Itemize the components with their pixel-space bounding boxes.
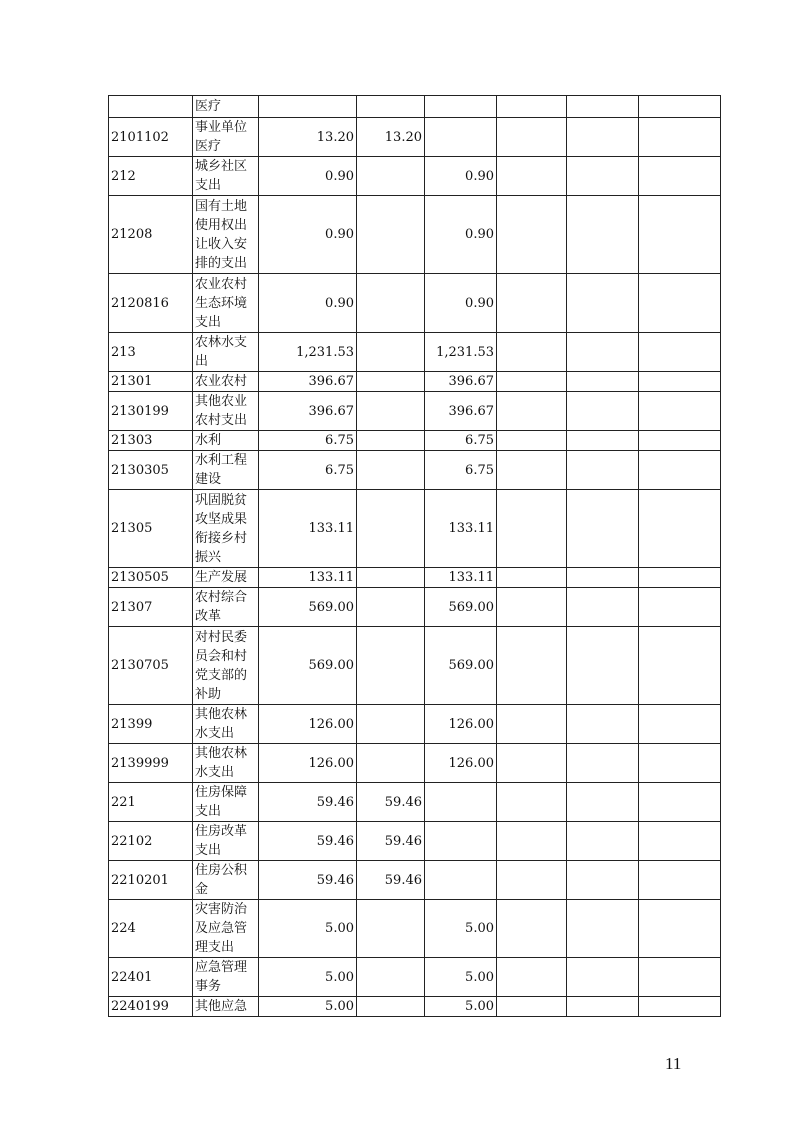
cell-item-name: 灾害防治及应急管理支出 [193,900,259,958]
cell-basic-expenditure [357,451,425,490]
table-row [109,490,721,568]
cell-project-expenditure: 126.00 [425,744,497,783]
cell-item-name: 其他应急 [193,997,259,1017]
cell-total: 59.46 [259,822,357,861]
cell-code: 224 [109,900,193,958]
cell-project-expenditure [425,822,497,861]
cell-col-7 [567,744,639,783]
cell-col-7 [567,96,639,118]
cell-project-expenditure: 6.75 [425,451,497,490]
cell-item-name: 农村综合改革 [193,588,259,627]
cell-col-6 [497,196,567,274]
cell-code: 21305 [109,490,193,568]
cell-col-7 [567,372,639,392]
cell-col-8 [639,274,721,333]
cell-item-name: 住房改革支出 [193,822,259,861]
cell-project-expenditure: 396.67 [425,372,497,392]
cell-total: 5.00 [259,900,357,958]
cell-code: 212 [109,157,193,196]
table-row [109,451,721,490]
cell-code: 21399 [109,705,193,744]
cell-code: 2240199 [109,997,193,1017]
cell-total: 59.46 [259,783,357,822]
cell-col-6 [497,372,567,392]
cell-project-expenditure: 133.11 [425,490,497,568]
cell-col-7 [567,451,639,490]
cell-item-name: 生产发展 [193,568,259,588]
cell-col-7 [567,627,639,705]
cell-basic-expenditure [357,997,425,1017]
cell-code: 2101102 [109,118,193,157]
cell-project-expenditure: 0.90 [425,196,497,274]
cell-item-name: 医疗 [193,96,259,118]
cell-total [259,96,357,118]
cell-col-8 [639,783,721,822]
table-body [109,96,721,1017]
cell-basic-expenditure [357,274,425,333]
cell-col-6 [497,96,567,118]
table-row [109,822,721,861]
cell-project-expenditure: 1,231.53 [425,333,497,372]
cell-basic-expenditure: 59.46 [357,783,425,822]
cell-code: 2210201 [109,861,193,900]
cell-total: 13.20 [259,118,357,157]
table-row [109,997,721,1017]
cell-col-8 [639,157,721,196]
cell-basic-expenditure [357,196,425,274]
cell-col-8 [639,451,721,490]
cell-project-expenditure: 569.00 [425,627,497,705]
cell-col-6 [497,157,567,196]
cell-project-expenditure: 0.90 [425,274,497,333]
cell-col-7 [567,861,639,900]
cell-item-name: 水利 [193,431,259,451]
table-row [109,118,721,157]
table-row [109,958,721,997]
cell-col-6 [497,900,567,958]
cell-item-name: 农业农村生态环境支出 [193,274,259,333]
cell-col-7 [567,157,639,196]
cell-basic-expenditure: 59.46 [357,861,425,900]
cell-col-6 [497,431,567,451]
cell-item-name: 其他农林水支出 [193,705,259,744]
cell-total: 6.75 [259,451,357,490]
cell-col-7 [567,588,639,627]
cell-total: 126.00 [259,705,357,744]
cell-col-7 [567,568,639,588]
cell-code: 21303 [109,431,193,451]
cell-col-8 [639,96,721,118]
cell-col-6 [497,861,567,900]
cell-total: 5.00 [259,997,357,1017]
cell-project-expenditure [425,861,497,900]
budget-table [108,95,721,1017]
cell-project-expenditure: 126.00 [425,705,497,744]
cell-basic-expenditure [357,588,425,627]
cell-item-name: 水利工程建设 [193,451,259,490]
cell-total: 126.00 [259,744,357,783]
cell-col-7 [567,705,639,744]
cell-code: 22401 [109,958,193,997]
cell-project-expenditure: 569.00 [425,588,497,627]
cell-basic-expenditure [357,157,425,196]
cell-col-7 [567,118,639,157]
cell-code: 2130199 [109,392,193,431]
table-row [109,861,721,900]
cell-project-expenditure [425,96,497,118]
cell-project-expenditure: 5.00 [425,958,497,997]
cell-col-6 [497,997,567,1017]
table-row [109,392,721,431]
cell-col-8 [639,392,721,431]
cell-col-8 [639,118,721,157]
cell-code: 213 [109,333,193,372]
cell-col-8 [639,861,721,900]
cell-col-6 [497,822,567,861]
table-row [109,431,721,451]
cell-total: 133.11 [259,568,357,588]
table-row [109,705,721,744]
cell-basic-expenditure: 13.20 [357,118,425,157]
cell-total: 59.46 [259,861,357,900]
table-row [109,274,721,333]
cell-project-expenditure: 133.11 [425,568,497,588]
cell-code: 221 [109,783,193,822]
cell-col-6 [497,451,567,490]
cell-col-7 [567,822,639,861]
cell-code: 22102 [109,822,193,861]
cell-basic-expenditure [357,744,425,783]
cell-col-6 [497,392,567,431]
cell-col-8 [639,958,721,997]
cell-total: 6.75 [259,431,357,451]
cell-col-6 [497,783,567,822]
cell-col-8 [639,900,721,958]
cell-project-expenditure: 0.90 [425,157,497,196]
cell-total: 1,231.53 [259,333,357,372]
cell-col-6 [497,588,567,627]
cell-item-name: 巩固脱贫攻坚成果衔接乡村振兴 [193,490,259,568]
cell-col-8 [639,588,721,627]
table-row [109,588,721,627]
cell-col-7 [567,783,639,822]
cell-col-6 [497,958,567,997]
cell-col-8 [639,490,721,568]
cell-col-7 [567,333,639,372]
cell-item-name: 事业单位医疗 [193,118,259,157]
cell-item-name: 农业农村 [193,372,259,392]
cell-basic-expenditure [357,372,425,392]
cell-col-8 [639,627,721,705]
cell-project-expenditure: 5.00 [425,900,497,958]
cell-total: 0.90 [259,157,357,196]
cell-col-8 [639,431,721,451]
cell-item-name: 住房保障支出 [193,783,259,822]
cell-code: 21301 [109,372,193,392]
cell-code: 2130505 [109,568,193,588]
cell-col-8 [639,333,721,372]
cell-col-6 [497,333,567,372]
cell-project-expenditure: 6.75 [425,431,497,451]
cell-col-8 [639,705,721,744]
cell-project-expenditure [425,783,497,822]
cell-code: 2130705 [109,627,193,705]
table-row [109,157,721,196]
cell-total: 0.90 [259,274,357,333]
table-row [109,783,721,822]
table-row [109,96,721,118]
cell-basic-expenditure: 59.46 [357,822,425,861]
cell-total: 569.00 [259,627,357,705]
cell-basic-expenditure [357,900,425,958]
table-row [109,333,721,372]
cell-basic-expenditure [357,705,425,744]
cell-col-7 [567,958,639,997]
table-row [109,568,721,588]
cell-col-7 [567,490,639,568]
cell-total: 396.67 [259,392,357,431]
cell-total: 396.67 [259,372,357,392]
cell-code: 21208 [109,196,193,274]
cell-col-7 [567,900,639,958]
cell-col-7 [567,274,639,333]
cell-basic-expenditure [357,333,425,372]
cell-item-name: 农林水支出 [193,333,259,372]
table-row [109,900,721,958]
cell-total: 0.90 [259,196,357,274]
cell-item-name: 城乡社区支出 [193,157,259,196]
cell-col-8 [639,822,721,861]
cell-project-expenditure [425,118,497,157]
cell-project-expenditure: 396.67 [425,392,497,431]
cell-basic-expenditure [357,490,425,568]
cell-item-name: 其他农业农村支出 [193,392,259,431]
cell-code: 2130305 [109,451,193,490]
cell-col-6 [497,568,567,588]
cell-col-6 [497,490,567,568]
cell-col-7 [567,431,639,451]
cell-basic-expenditure [357,627,425,705]
cell-code [109,96,193,118]
cell-total: 133.11 [259,490,357,568]
cell-project-expenditure: 5.00 [425,997,497,1017]
table-row [109,744,721,783]
cell-basic-expenditure [357,958,425,997]
page-number: 11 [665,1054,682,1073]
cell-col-8 [639,196,721,274]
cell-col-6 [497,744,567,783]
cell-col-7 [567,196,639,274]
cell-item-name: 国有土地使用权出让收入安排的支出 [193,196,259,274]
cell-col-8 [639,568,721,588]
cell-col-6 [497,627,567,705]
cell-col-8 [639,997,721,1017]
cell-col-8 [639,372,721,392]
cell-code: 2120816 [109,274,193,333]
cell-code: 21307 [109,588,193,627]
cell-item-name: 其他农林水支出 [193,744,259,783]
cell-basic-expenditure [357,568,425,588]
cell-item-name: 住房公积金 [193,861,259,900]
cell-col-6 [497,118,567,157]
cell-basic-expenditure [357,96,425,118]
cell-total: 569.00 [259,588,357,627]
cell-basic-expenditure [357,392,425,431]
cell-col-7 [567,392,639,431]
cell-item-name: 应急管理事务 [193,958,259,997]
cell-col-8 [639,744,721,783]
cell-col-6 [497,705,567,744]
cell-basic-expenditure [357,431,425,451]
table-row [109,196,721,274]
cell-col-7 [567,997,639,1017]
cell-item-name: 对村民委员会和村党支部的补助 [193,627,259,705]
cell-col-6 [497,274,567,333]
table-row [109,372,721,392]
cell-total: 5.00 [259,958,357,997]
cell-code: 2139999 [109,744,193,783]
table-row [109,627,721,705]
